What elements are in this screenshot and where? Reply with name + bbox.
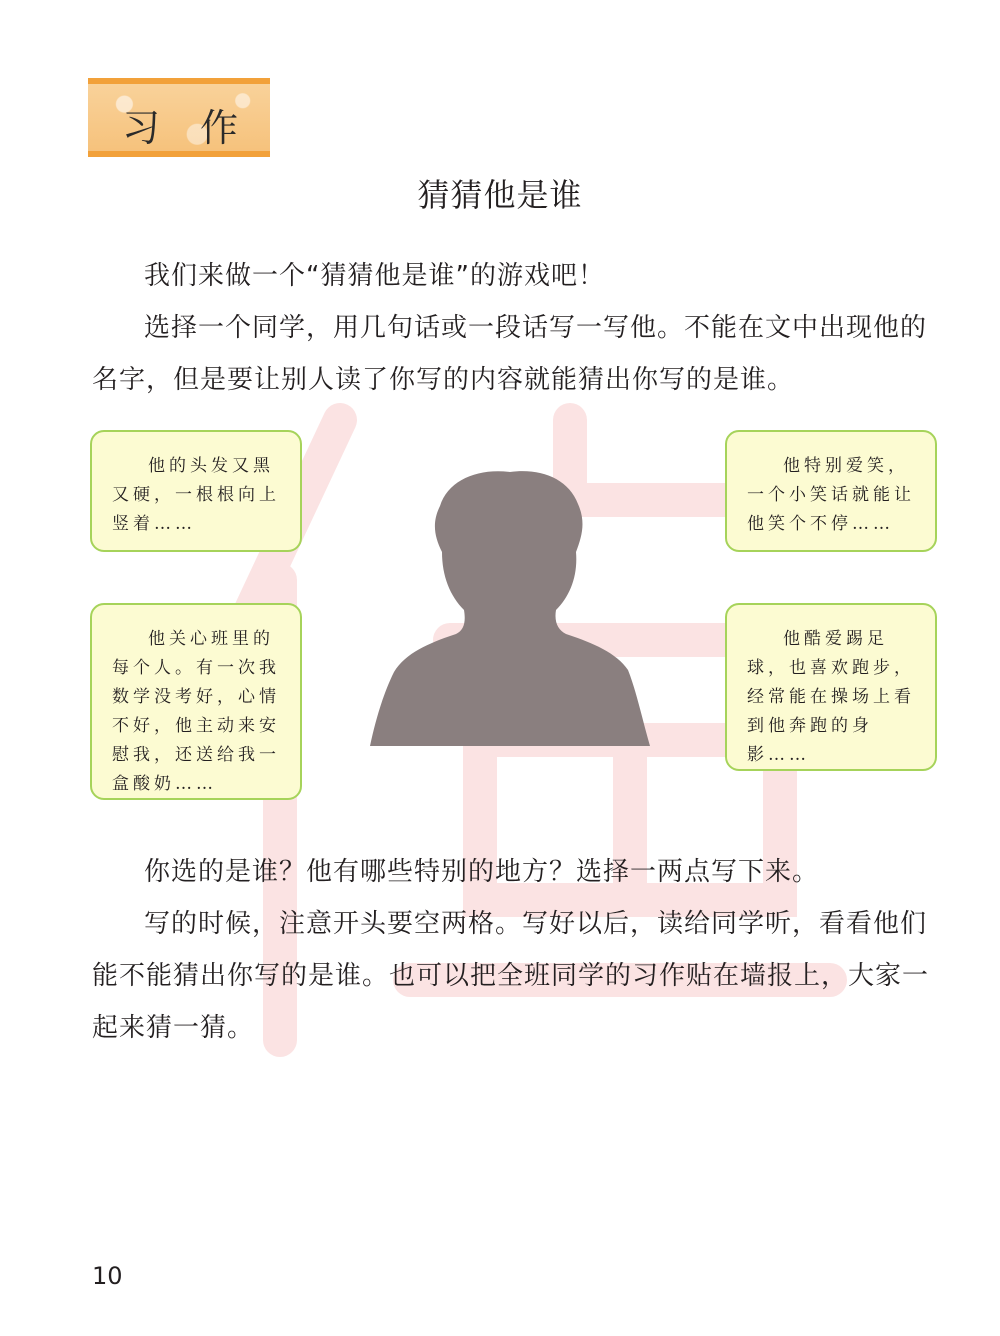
speech-bubble-top-left: 他的头发又黑又硬，一根根向上竖着…… xyxy=(90,430,302,552)
speech-bubble-bottom-left: 他关心班里的每个人。有一次我数学没考好，心情不好，他主动来安慰我，还送给我一盒酸奶…… xyxy=(90,603,302,800)
section-label-text: 习作 xyxy=(122,106,279,150)
section-label xyxy=(88,78,279,157)
child-silhouette-icon xyxy=(370,466,650,746)
speech-bubble-top-right: 他特别爱笑，一个小笑话就能让他笑个不停…… xyxy=(725,430,937,552)
page-title: 猜猜他是谁 xyxy=(417,176,583,214)
page-number: 10 xyxy=(92,1262,123,1290)
intro-paragraph-2: 选择一个同学，用几句话或一段话写一写他。不能在文中出现他的名字，但是要让别人读了你写的内容就能猜出你写的是谁。 xyxy=(92,313,928,395)
instruction-paragraph-2: 写的时候，注意开头要空两格。写好以后，读给同学听，看看他们能不能猜出你写的是谁。也可以把全班同学的习作贴在墙报上，大家一起来猜一猜。 xyxy=(92,909,930,1043)
speech-bubble-bottom-right: 他酷爱踢足球，也喜欢跑步，经常能在操场上看到他奔跑的身影…… xyxy=(725,603,937,771)
intro-paragraph-1: 我们来做一个“猜猜他是谁”的游戏吧！ xyxy=(144,261,605,291)
instruction-paragraph-1: 你选的是谁？他有哪些特别的地方？选择一两点写下来。 xyxy=(144,857,820,887)
